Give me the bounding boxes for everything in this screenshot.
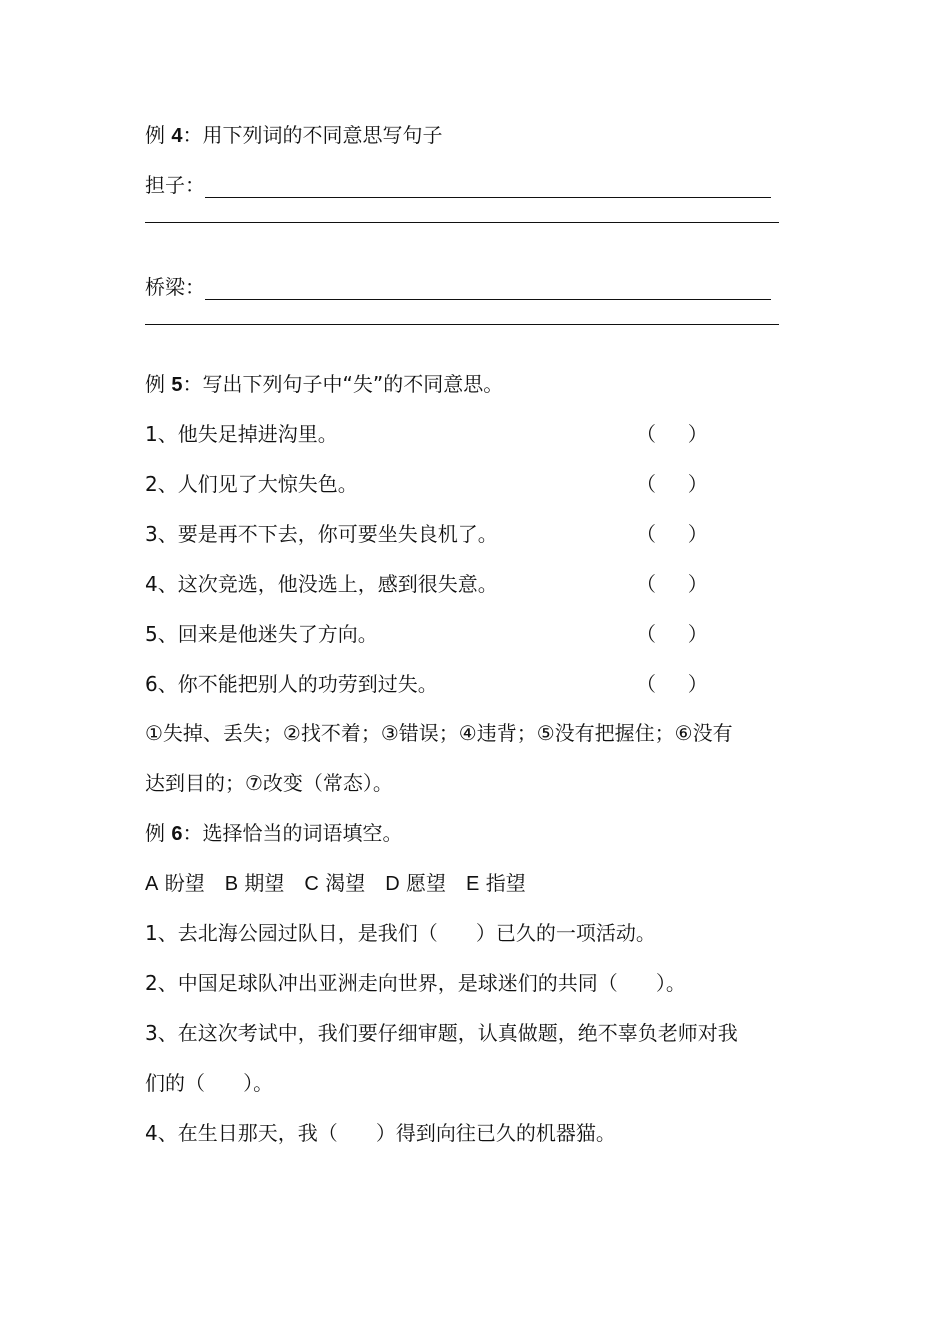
ex6-prefix: 例 (145, 821, 165, 845)
choice-word: 渴望 (325, 871, 366, 895)
ex6-question-4: 4、在生日那天，我（ ）得到向往已久的机器猫。 (145, 1121, 616, 1145)
choice-letter: C (304, 873, 319, 895)
ex5-sentence: 6、你不能把别人的功劳到过失。 (145, 672, 438, 696)
answer-blank-line[interactable] (145, 324, 779, 325)
choice-letter: B (224, 873, 239, 895)
ex4-heading (145, 122, 442, 149)
answer-blank[interactable] (205, 177, 771, 198)
answer-paren[interactable]: （ ） (636, 472, 708, 496)
ex5-sentence: 1、他失足掉进沟里。 (145, 422, 338, 446)
ex6-question-3-line1: 3、在这次考试中，我们要仔细审题，认真做题，绝不辜负老师对我 (145, 1021, 738, 1045)
choice-word: 期望 (244, 871, 285, 895)
choice-letter: E (466, 873, 480, 895)
answer-paren[interactable]: （ ） (636, 422, 708, 446)
answer-paren[interactable]: （ ） (636, 622, 708, 646)
ex6-question-1: 1、去北海公园过队日，是我们（ ）已久的一项活动。 (145, 921, 656, 945)
ex5-sentence: 4、这次竞选，他没选上，感到很失意。 (145, 572, 498, 596)
ex5-title: ：写出下列句子中“失”的不同意思。 (182, 372, 504, 396)
ex5-prefix: 例 (145, 372, 165, 396)
ex6-number: 6 (171, 823, 183, 845)
ex4-item-label: 桥梁： (145, 275, 205, 299)
ex5-options-line2: 达到目的；⑦改变（常态）。 (145, 771, 393, 795)
ex6-question-2: 2、中国足球队冲出亚洲走向世界，是球迷们的共同（ ）。 (145, 971, 686, 995)
choice-word: 盼望 (164, 871, 205, 895)
choice-word: 愿望 (406, 871, 447, 895)
ex5-sentence: 3、要是再不下去，你可要坐失良机了。 (145, 522, 498, 546)
ex6-choices (145, 870, 526, 897)
ex5-heading (145, 371, 503, 398)
answer-paren[interactable]: （ ） (636, 522, 708, 546)
ex5-sentence: 5、回来是他迷失了方向。 (145, 622, 378, 646)
ex4-item-1 (145, 172, 771, 198)
answer-blank-line[interactable] (145, 222, 779, 223)
ex5-sentence: 2、人们见了大惊失色。 (145, 472, 358, 496)
ex6-question-3-line2: 们的（ ）。 (145, 1071, 274, 1095)
ex6-heading (145, 820, 402, 847)
ex6-title: ：选择恰当的词语填空。 (182, 821, 403, 845)
ex4-item-label: 担子： (145, 173, 205, 197)
answer-paren[interactable]: （ ） (636, 572, 708, 596)
ex4-prefix: 例 (145, 123, 165, 147)
ex4-number: 4 (171, 125, 183, 147)
choice-letter: D (385, 873, 400, 895)
ex5-options-line1: ①失掉、丢失；②找不着；③错误；④违背；⑤没有把握住；⑥没有 (145, 721, 733, 745)
choice-word: 指望 (485, 871, 526, 895)
ex4-item-2 (145, 274, 771, 300)
ex4-title: ：用下列词的不同意思写句子 (182, 123, 443, 147)
answer-blank[interactable] (205, 279, 771, 300)
choice-letter: A (145, 873, 159, 895)
answer-paren[interactable]: （ ） (636, 672, 708, 696)
ex5-number: 5 (171, 374, 183, 396)
